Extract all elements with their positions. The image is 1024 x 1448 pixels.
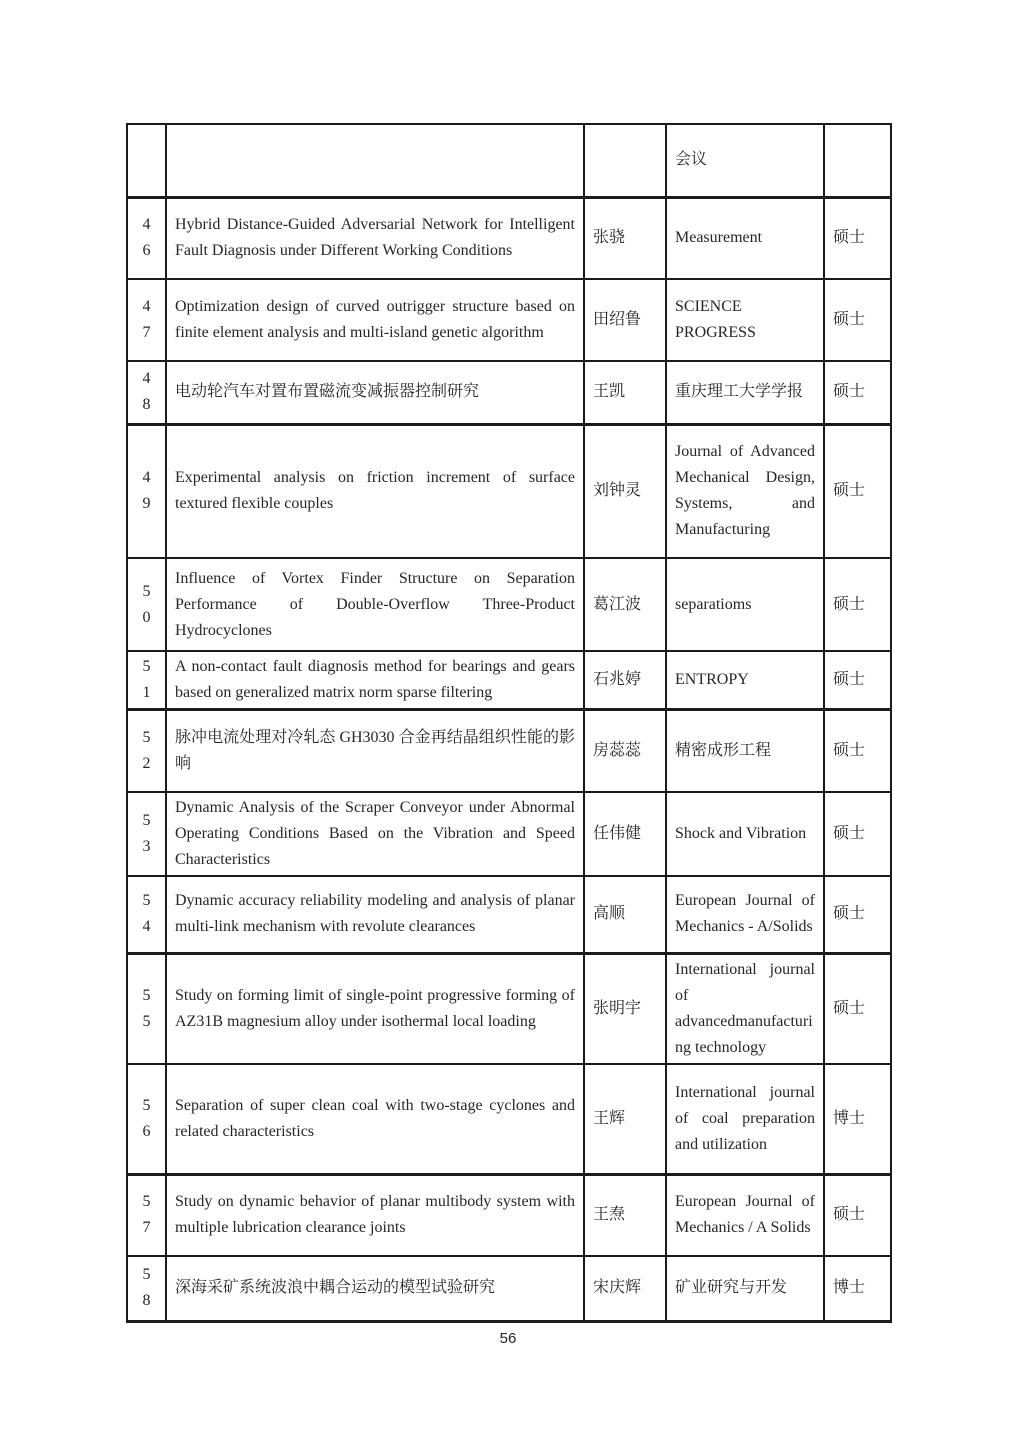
row-number-cell xyxy=(127,279,166,361)
row-number: 51 xyxy=(142,658,151,701)
table-row xyxy=(127,651,891,710)
journal-cell: 重庆理工大学学报 xyxy=(666,361,824,424)
title-cell: Experimental analysis on friction increment of surface textured flexible couples xyxy=(166,424,584,558)
table-row xyxy=(127,1256,891,1321)
row-number-cell xyxy=(127,954,166,1065)
row-number: 57 xyxy=(142,1193,151,1237)
table-body xyxy=(127,124,891,1321)
table-row xyxy=(127,710,891,792)
title-cell: Influence of Vortex Finder Structure on Separation Performance of Double-Overflow Three-Product Hydrocyclones xyxy=(166,558,584,651)
degree-cell: 硕士 xyxy=(824,954,891,1065)
author-cell: 王焘 xyxy=(584,1174,666,1256)
author-cell: 张明宇 xyxy=(584,954,666,1065)
table-row xyxy=(127,1174,891,1256)
journal-cell: ENTROPY xyxy=(666,651,824,710)
author-cell: 田绍鲁 xyxy=(584,279,666,361)
journal-cell: International journal of coal preparation and utilization xyxy=(666,1064,824,1174)
degree-cell: 硕士 xyxy=(824,792,891,876)
row-number: 53 xyxy=(142,811,151,855)
table-row xyxy=(127,361,891,424)
row-number-cell xyxy=(127,792,166,876)
journal-cell: Journal of Advanced Mechanical Design, Systems, and Manufacturing xyxy=(666,424,824,558)
author-cell: 王辉 xyxy=(584,1064,666,1174)
degree-cell: 硕士 xyxy=(824,710,891,792)
table-row xyxy=(127,954,891,1065)
row-number: 46 xyxy=(142,216,151,260)
degree-cell xyxy=(824,124,891,197)
row-number-cell xyxy=(127,710,166,792)
degree-cell: 硕士 xyxy=(824,197,891,279)
degree-cell: 硕士 xyxy=(824,279,891,361)
degree-cell: 硕士 xyxy=(824,876,891,954)
journal-cell: 矿业研究与开发 xyxy=(666,1256,824,1321)
table-row xyxy=(127,558,891,651)
author-cell: 石兆婷 xyxy=(584,651,666,710)
row-number-cell xyxy=(127,558,166,651)
author-cell: 房蕊蕊 xyxy=(584,710,666,792)
degree-cell: 硕士 xyxy=(824,651,891,710)
table-row xyxy=(127,279,891,361)
row-number: 58 xyxy=(142,1266,151,1310)
title-cell: 脉冲电流处理对冷轧态 GH3030 合金再结晶组织性能的影响 xyxy=(166,710,584,792)
page-number: 56 xyxy=(499,1329,517,1347)
author-cell: 任伟健 xyxy=(584,792,666,876)
title-cell: A non-contact fault diagnosis method for bearings and gears based on generalized matrix norm sparse filtering xyxy=(166,651,584,710)
table-row xyxy=(127,197,891,279)
title-cell: Study on forming limit of single-point progressive forming of AZ31B magnesium alloy under isothermal local loading xyxy=(166,954,584,1065)
author-cell: 葛江波 xyxy=(584,558,666,651)
degree-cell: 硕士 xyxy=(824,361,891,424)
degree-cell: 硕士 xyxy=(824,424,891,558)
title-cell: Hybrid Distance-Guided Adversarial Network for Intelligent Fault Diagnosis under Different Working Conditions xyxy=(166,197,584,279)
journal-cell: International journal of advancedmanufacturing technology xyxy=(666,954,824,1065)
title-cell: Dynamic Analysis of the Scraper Conveyor under Abnormal Operating Conditions Based on the Vibration and Speed Characteristics xyxy=(166,792,584,876)
title-cell: Optimization design of curved outrigger structure based on finite element analysis and multi-island genetic algorithm xyxy=(166,279,584,361)
journal-cell: European Journal of Mechanics - A/Solids xyxy=(666,876,824,954)
row-number: 48 xyxy=(142,370,151,414)
table-row xyxy=(127,876,891,954)
row-number-cell xyxy=(127,1256,166,1321)
author-cell: 高顺 xyxy=(584,876,666,954)
degree-cell: 博士 xyxy=(824,1256,891,1321)
journal-cell: 精密成形工程 xyxy=(666,710,824,792)
journal-cell: separatioms xyxy=(666,558,824,651)
degree-cell: 硕士 xyxy=(824,558,891,651)
row-number: 54 xyxy=(142,892,151,936)
publications-table xyxy=(126,123,892,1323)
row-number: 55 xyxy=(142,987,151,1030)
title-cell: Study on dynamic behavior of planar multibody system with multiple lubrication clearance joints xyxy=(166,1174,584,1256)
degree-cell: 博士 xyxy=(824,1064,891,1174)
row-number-cell xyxy=(127,1174,166,1256)
row-number: 56 xyxy=(142,1096,151,1140)
author-cell: 宋庆辉 xyxy=(584,1256,666,1321)
row-number-cell xyxy=(127,424,166,558)
row-number-cell xyxy=(127,361,166,424)
journal-cell: 会议 xyxy=(666,124,824,197)
author-cell: 王凯 xyxy=(584,361,666,424)
title-cell: 深海采矿系统波浪中耦合运动的模型试验研究 xyxy=(166,1256,584,1321)
table-row xyxy=(127,1064,891,1174)
row-number-cell xyxy=(127,876,166,954)
row-number-cell xyxy=(127,197,166,279)
title-cell: Separation of super clean coal with two-stage cyclones and related characteristics xyxy=(166,1064,584,1174)
row-number-cell xyxy=(127,124,166,197)
row-number: 52 xyxy=(142,728,151,772)
row-number: 47 xyxy=(142,298,151,341)
degree-cell: 硕士 xyxy=(824,1174,891,1256)
journal-cell: SCIENCE PROGRESS xyxy=(666,279,824,361)
author-cell xyxy=(584,124,666,197)
row-number-cell xyxy=(127,651,166,710)
journal-cell: European Journal of Mechanics / A Solids xyxy=(666,1174,824,1256)
author-cell: 刘钟灵 xyxy=(584,424,666,558)
title-cell xyxy=(166,124,584,197)
title-cell: 电动轮汽车对置布置磁流变减振器控制研究 xyxy=(166,361,584,424)
row-number-cell xyxy=(127,1064,166,1174)
row-number: 50 xyxy=(142,582,151,626)
row-number: 49 xyxy=(142,469,151,513)
title-cell: Dynamic accuracy reliability modeling and analysis of planar multi-link mechanism with revolute clearances xyxy=(166,876,584,954)
table-row-continuation xyxy=(127,124,891,197)
table-row xyxy=(127,424,891,558)
journal-cell: Measurement xyxy=(666,197,824,279)
table-row xyxy=(127,792,891,876)
author-cell: 张骁 xyxy=(584,197,666,279)
journal-cell: Shock and Vibration xyxy=(666,792,824,876)
